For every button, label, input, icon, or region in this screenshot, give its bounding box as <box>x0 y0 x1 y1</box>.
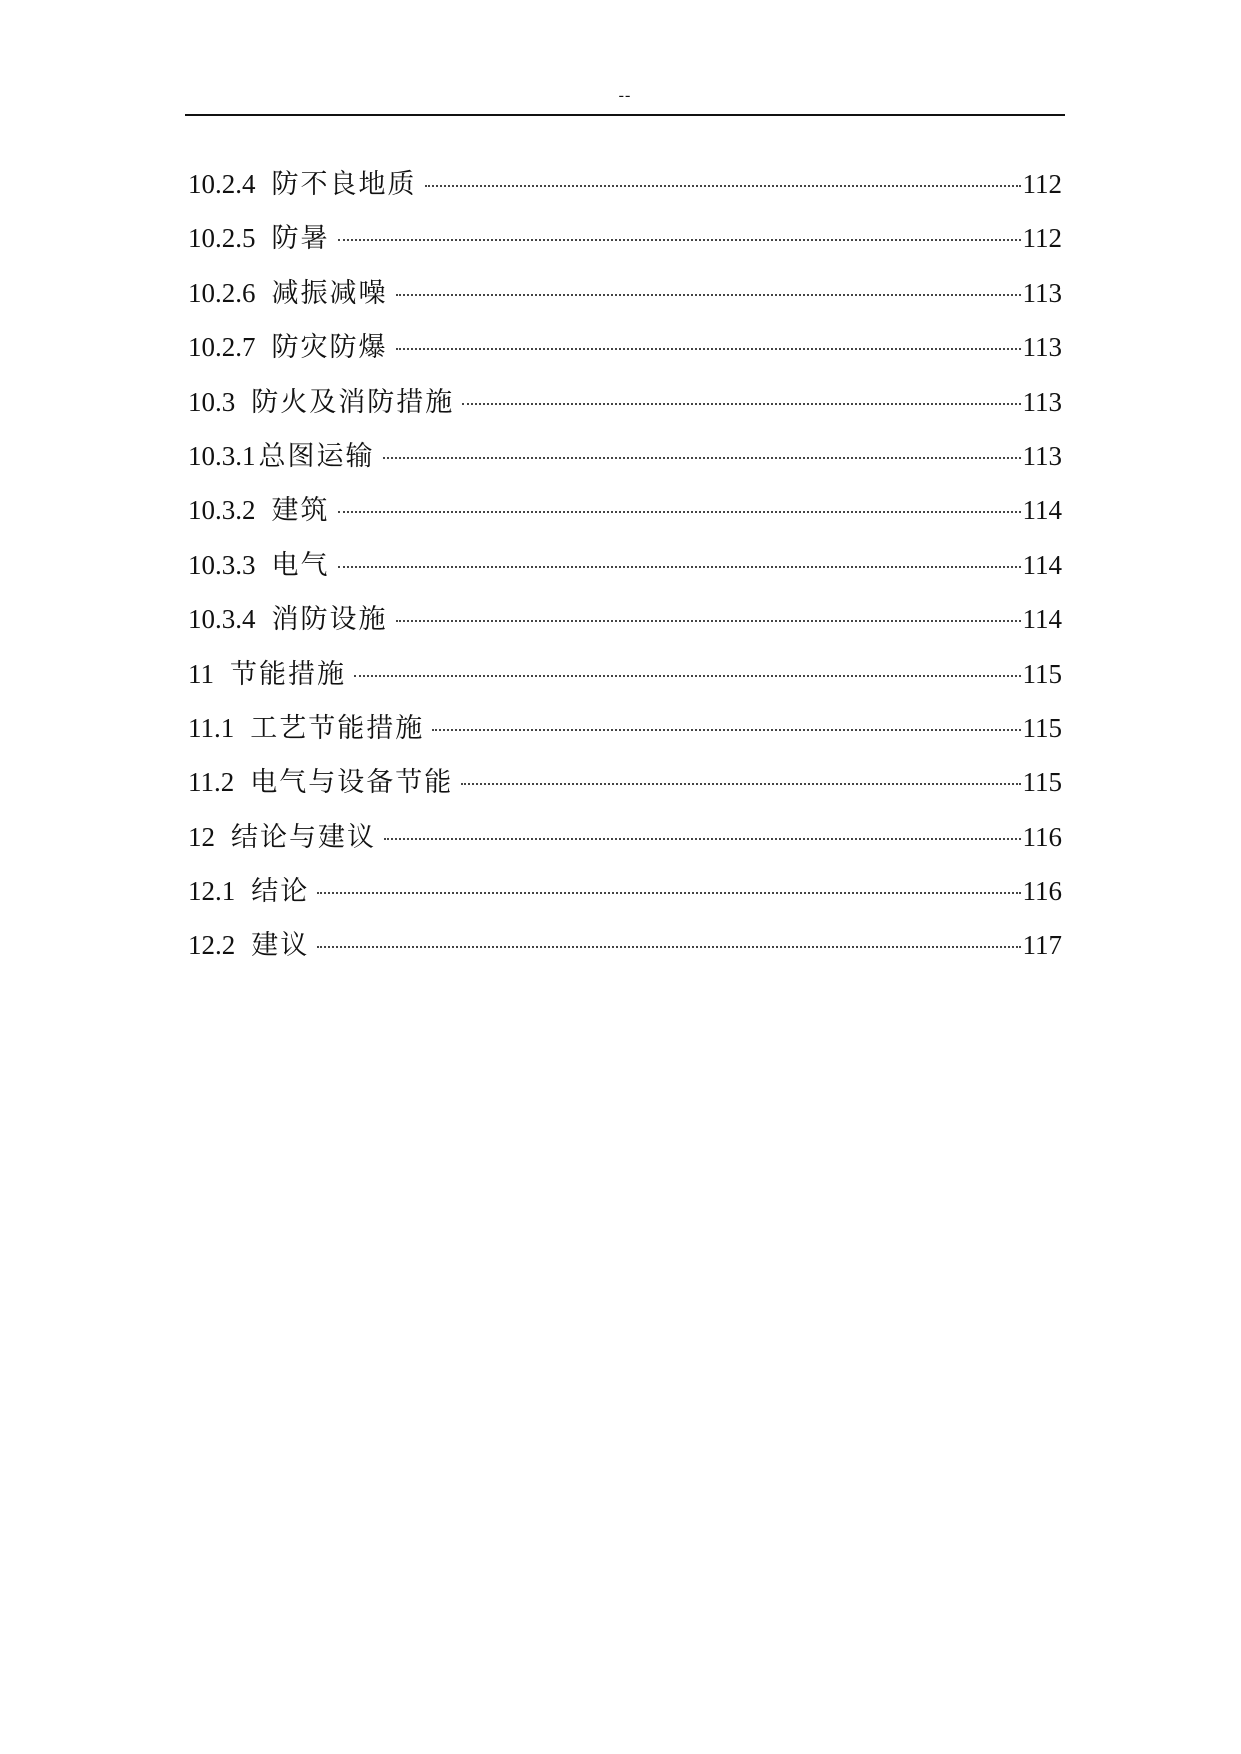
toc-entry-title: 结论与建议 <box>231 821 376 852</box>
toc-entry-page: 114 <box>1022 604 1062 635</box>
toc-entry-title: 电气 <box>271 549 330 580</box>
toc-entry-page: 115 <box>1022 658 1062 689</box>
toc-entry-title: 电气与设备节能 <box>250 767 454 798</box>
toc-entry-title: 防灾防爆 <box>271 332 388 363</box>
toc-entry-number: 10.2.6 <box>188 277 256 308</box>
toc-entry-number: 10.3.3 <box>188 549 256 580</box>
toc-entry-number: 12 <box>188 821 215 852</box>
toc-entry-title: 防火及消防措施 <box>251 386 455 417</box>
toc-entry[interactable] <box>188 211 1062 265</box>
toc-entry[interactable] <box>188 918 1062 972</box>
toc-entry-page: 114 <box>1022 495 1062 526</box>
toc-entry-page: 112 <box>1022 169 1062 199</box>
toc-entry[interactable] <box>188 755 1062 809</box>
toc-entry-title: 防不良地质 <box>271 169 417 199</box>
toc-entry-title: 建议 <box>251 930 310 961</box>
toc-entry[interactable] <box>188 266 1062 320</box>
table-of-contents <box>188 157 1062 973</box>
toc-entry-number: 12.2 <box>188 930 236 961</box>
toc-entry-page: 117 <box>1022 930 1062 961</box>
toc-entry-title: 总图运输 <box>258 440 375 471</box>
toc-entry-page: 112 <box>1022 223 1062 254</box>
toc-entry-number: 10.2.5 <box>188 223 256 254</box>
toc-entry[interactable] <box>188 538 1062 592</box>
dot-leader <box>338 239 1021 241</box>
dot-leader <box>338 566 1021 568</box>
toc-entry[interactable] <box>188 375 1062 429</box>
toc-entry-page: 116 <box>1022 821 1062 852</box>
toc-entry-number: 10.3.2 <box>188 495 256 526</box>
toc-entry-page: 114 <box>1022 549 1062 580</box>
toc-entry-number: 12.1 <box>188 876 236 907</box>
toc-entry-page: 113 <box>1022 332 1062 363</box>
toc-entry-page: 113 <box>1022 277 1062 308</box>
page-header <box>185 80 1065 116</box>
toc-entry-page: 115 <box>1022 767 1062 798</box>
toc-entry-title: 工艺节能措施 <box>250 712 425 743</box>
toc-entry-number: 11 <box>188 658 214 689</box>
toc-entry-number: 10.3 <box>188 386 236 417</box>
toc-entry-title: 消防设施 <box>271 604 388 635</box>
toc-entry[interactable] <box>188 592 1062 646</box>
toc-entry[interactable] <box>188 810 1062 864</box>
toc-entry-page: 113 <box>1022 440 1062 471</box>
toc-entry[interactable] <box>188 483 1062 537</box>
dot-leader <box>461 783 1020 785</box>
dot-leader <box>338 511 1021 513</box>
header-mark: -- <box>618 87 632 104</box>
toc-entry-number: 10.2.7 <box>188 332 256 363</box>
toc-entry[interactable] <box>188 157 1062 211</box>
toc-entry-page: 113 <box>1022 386 1062 417</box>
dot-leader <box>384 838 1021 840</box>
dot-leader <box>317 946 1020 948</box>
dot-leader <box>317 892 1020 894</box>
dot-leader <box>396 294 1021 296</box>
toc-entry-number: 10.3.1 <box>188 440 256 471</box>
toc-entry-number: 11.2 <box>188 767 235 798</box>
toc-entry-number: 10.3.4 <box>188 604 256 635</box>
toc-entry[interactable] <box>188 701 1062 755</box>
dot-leader <box>425 185 1021 187</box>
dot-leader <box>432 729 1020 731</box>
dot-leader <box>383 457 1021 459</box>
toc-entry-title: 防暑 <box>271 223 330 254</box>
toc-entry-title: 建筑 <box>271 495 330 526</box>
toc-entry-page: 116 <box>1022 876 1062 907</box>
toc-entry-page: 115 <box>1022 712 1062 743</box>
toc-entry-title: 结论 <box>251 876 310 907</box>
dot-leader <box>354 675 1021 677</box>
dot-leader <box>462 403 1020 405</box>
toc-entry[interactable] <box>188 320 1062 374</box>
toc-entry-number: 10.2.4 <box>188 169 256 199</box>
dot-leader <box>396 620 1021 622</box>
dot-leader <box>396 348 1021 350</box>
toc-entry-number: 11.1 <box>188 712 235 743</box>
toc-entry[interactable] <box>188 647 1062 701</box>
toc-entry-title: 节能措施 <box>230 658 346 689</box>
toc-entry[interactable] <box>188 429 1062 483</box>
toc-entry-title: 减振减噪 <box>271 277 388 308</box>
toc-entry[interactable] <box>188 864 1062 918</box>
